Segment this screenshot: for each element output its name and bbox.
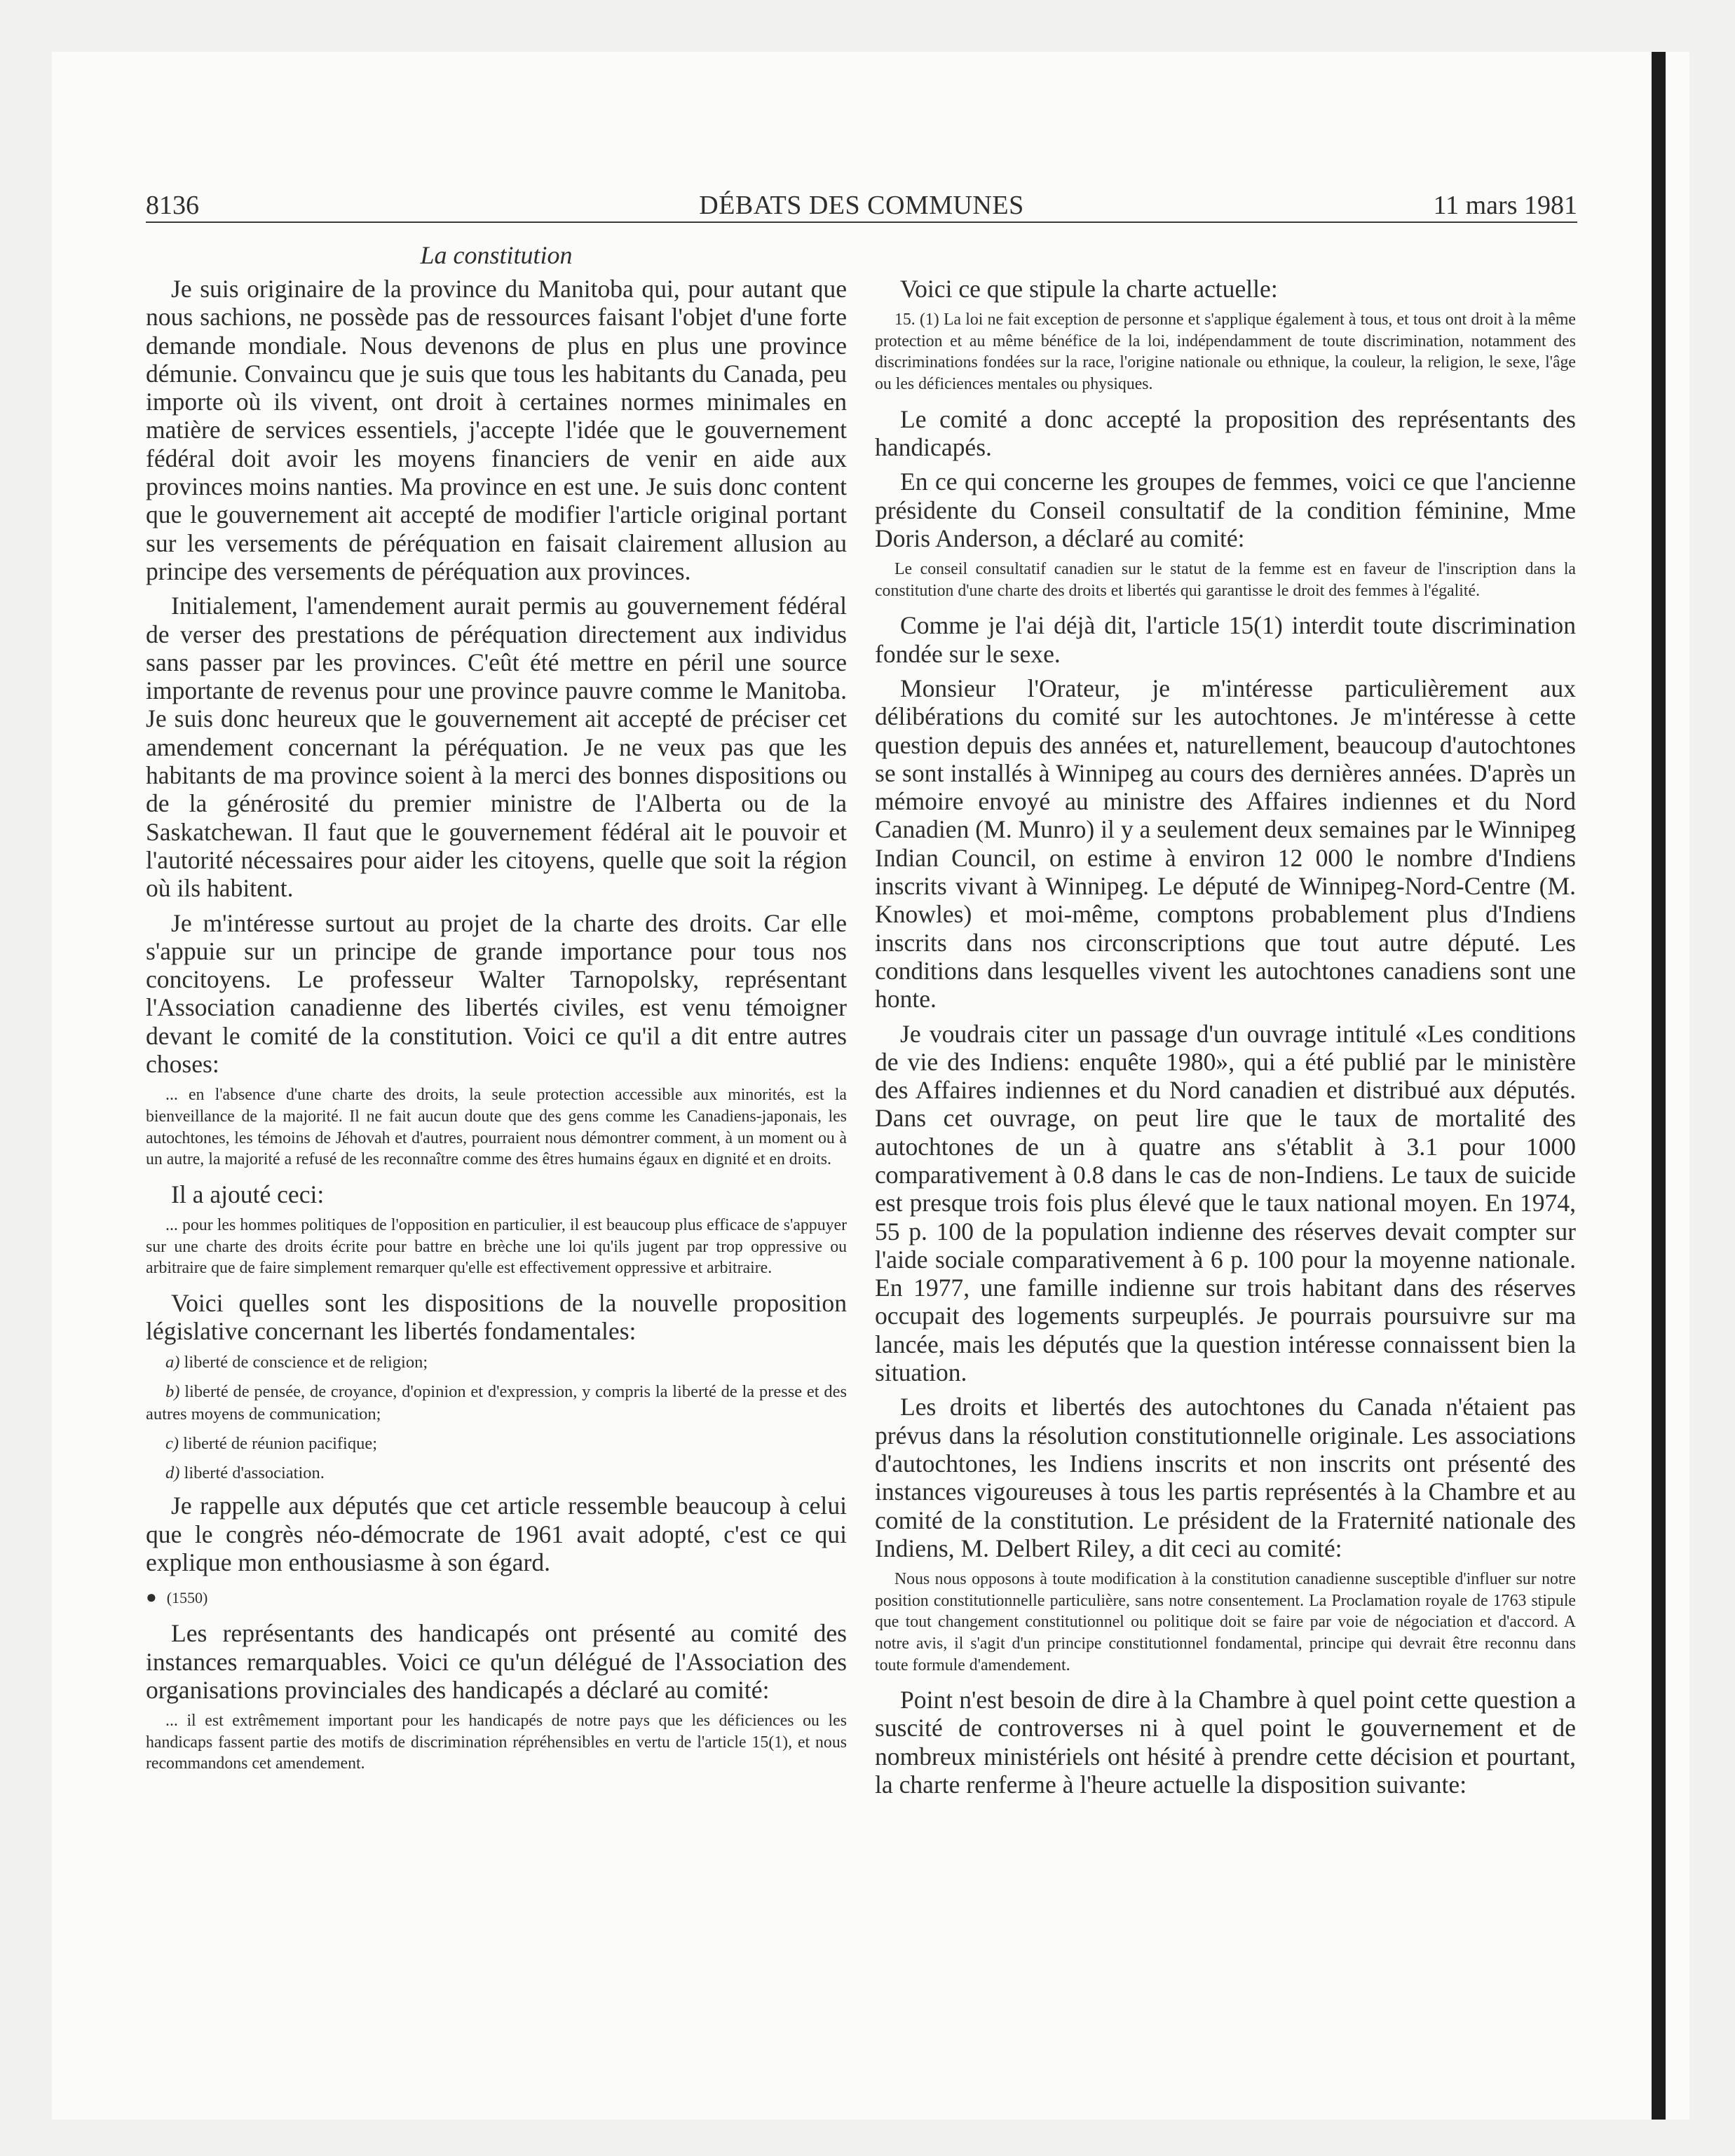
- body-paragraph: Il a ajouté ceci:: [171, 1180, 325, 1208]
- time-marker-text: (1550): [166, 1589, 208, 1607]
- list-item: [146, 1462, 847, 1485]
- list-item-letter: a): [165, 1353, 180, 1372]
- quoted-passage: Le conseil consultatif canadien sur le statut de la femme est en faveur de l'inscription dans la constitution d'une charte des droits et libertés qui garantisse le droit des femmes à l'égalité.: [875, 560, 1576, 600]
- issue-date: 11 mars 1981: [1433, 191, 1577, 220]
- body-paragraph: En ce qui concerne les groupes de femmes, voici ce que l'ancienne présidente du Conseil consultatif de la condition féminine, Mme Doris Anderson, a déclaré au comité:: [875, 468, 1576, 552]
- publication-title: DÉBATS DES COMMUNES: [699, 191, 1024, 220]
- list-item-letter: c): [165, 1434, 179, 1454]
- body-paragraph: Les représentants des handicapés ont présenté au comité des instances remarquables. Voici ce qu'un délégué de l'Association des organisations provinciales des handicapés a déclaré au comité:: [146, 1619, 847, 1704]
- list-item-letter: d): [165, 1464, 180, 1483]
- quoted-passage: ... il est extrêmement important pour les handicapés de notre pays que les déficiences ou les handicaps fassent partie des motifs de discrimination répréhensibles en vertu de l'article 15(1), et nous recommandons cet amendement.: [146, 1712, 847, 1773]
- list-item-text: liberté de pensée, de croyance, d'opinion et d'expression, y compris la liberté de la presse et des autres moyens de communication;: [146, 1382, 848, 1424]
- body-paragraph: Je rappelle aux députés que cet article ressemble beaucoup à celui que le congrès néo-démocrate de 1961 avait adopté, c'est ce qui explique mon enthousiasme à son égard.: [146, 1492, 847, 1576]
- right-column: [875, 275, 1576, 1805]
- list-item-text: liberté d'association.: [184, 1464, 325, 1483]
- quoted-passage: Nous nous opposons à toute modification à la constitution canadienne susceptible d'influer sur notre position constitutionnelle particulière, sans notre consentement. La Proclamation royale de 1763 stipule que tout changement constitutionnel ou politique doit se faire par voie de négociation et d'accord. A notre avis, il s'agit d'un principe constitutionnel fondamental, principe qui devrait être reconnu dans toute formule d'amendement.: [875, 1570, 1576, 1674]
- section-title: La constitution: [420, 241, 573, 269]
- bullet-icon: ●: [146, 1587, 157, 1608]
- time-marker: [146, 1583, 847, 1612]
- list-item-letter: b): [165, 1382, 180, 1402]
- binding-edge: [1652, 52, 1666, 2120]
- quoted-passage: 15. (1) La loi ne fait exception de personne et s'applique également à tous, et tous ont droit à la même protection et au même bénéfice de la loi, indépendamment de toute discrimination, notamment des discriminations fondées sur la race, l'origine nationale ou ethnique, la couleur, la religion, le sexe, l'âge ou les déficiences mentales ou physiques.: [875, 311, 1576, 394]
- body-paragraph: Voici quelles sont les dispositions de la nouvelle proposition législative concernant les libertés fondamentales:: [146, 1288, 847, 1346]
- page-header: [146, 189, 1577, 223]
- body-paragraph: Monsieur l'Orateur, je m'intéresse particulièrement aux délibérations du comité sur les autochtones. Je m'intéresse à cette question depuis des années et, naturellement, beaucoup d'autochtones se sont installés à Winnipeg au cours des dernières années. D'après un mémoire envoyé au ministre des Affaires indiennes et du Nord Canadien (M. Munro) il y a seulement deux semaines par le Winnipeg Indian Council, on estime à environ 12 000 le nombre d'Indiens inscrits vivant à Winnipeg. Le député de Winnipeg-Nord-Centre (M. Knowles) et moi-même, comptons probablement plus d'Indiens inscrits dans nos circonscriptions que tout autre député. Les conditions dans lesquelles vivent les autochtones canadiens sont une honte.: [875, 674, 1576, 1014]
- body-paragraph: Initialement, l'amendement aurait permis au gouvernement fédéral de verser des prestations de péréquation directement aux individus sans passer par les provinces. C'eût été mettre en péril une source importante de revenus pour une province pauvre comme le Manitoba. Je suis donc heureux que le gouvernement ait accepté de préciser cet amendement concernant la péréquation. Je ne veux pas que les habitants de ma province soient à la merci des bonnes dispositions ou de la générosité du premier ministre de l'Alberta ou de la Saskatchewan. Il faut que le gouvernement fédéral ait le pouvoir et l'autorité nécessaires pour aider les citoyens, quelle que soit la région où ils habitent.: [146, 592, 847, 903]
- body-paragraph: Les droits et libertés des autochtones du Canada n'étaient pas prévus dans la résolution constitutionnelle originale. Les associations d'autochtones, les Indiens inscrits et non inscrits ont présenté des instances vigoureuses à tous les partis représentés à la Chambre et au comité de la constitution. Le président de la Fraternité nationale des Indiens, M. Delbert Riley, a dit ceci au comité:: [875, 1393, 1576, 1562]
- quoted-passage: ... pour les hommes politiques de l'opposition en particulier, il est beaucoup plus efficace de s'appuyer sur une charte des droits écrite pour battre en brèche une loi qu'ils jugent par trop oppressive ou arbitraire que de faire simplement remarquer qu'elle est effectivement oppressive et arbitraire.: [146, 1215, 847, 1278]
- list-item: [146, 1351, 847, 1374]
- page-number: 8136: [146, 191, 199, 220]
- body-paragraph: Voici ce que stipule la charte actuelle:: [900, 275, 1278, 303]
- list-item-text: liberté de réunion pacifique;: [183, 1434, 378, 1454]
- body-paragraph: Point n'est besoin de dire à la Chambre à quel point cette question a suscité de controverses ni à quel point le gouvernement et de nombreux ministériels ont hésité à prendre cette décision et pourtant, la charte renferme à l'heure actuelle la disposition suivante:: [875, 1686, 1576, 1799]
- body-paragraph: Je suis originaire de la province du Manitoba qui, pour autant que nous sachions, ne possède pas de ressources faisant l'objet d'une forte demande mondiale. Nous devenons de plus en plus une province démunie. Convaincu que je suis que tous les habitants du Canada, peu importe où ils vivent, ont droit à certaines normes minimales en matière de services essentiels, j'accepte l'idée que le gouvernement fédéral doit avoir les moyens financiers de venir en aide aux provinces moins nanties. Ma province en est une. Je suis donc content que le gouvernement ait accepté de modifier l'article original portant sur les versements de péréquation en faisait clairement allusion au principe des versements de péréquation aux provinces.: [146, 275, 847, 585]
- body-paragraph: Le comité a donc accepté la proposition des représentants des handicapés.: [875, 404, 1576, 461]
- quoted-passage: ... en l'absence d'une charte des droits, la seule protection accessible aux minorités, est la bienveillance de la majorité. Il ne fait aucun doute que des gens comme les Canadiens-japonais, les autochtones, les témoins de Jéhovah et d'autres, pourraient nous démontrer comment, à un moment ou à un autre, la majorité a refusé de les reconnaître comme des êtres humains égaux en dignité et en droits.: [146, 1086, 847, 1169]
- body-paragraph: Comme je l'ai déjà dit, l'article 15(1) interdit toute discrimination fondée sur le sexe.: [875, 611, 1576, 668]
- list-item-text: liberté de conscience et de religion;: [184, 1353, 428, 1372]
- left-column: [146, 238, 847, 1785]
- body-paragraph: Je voudrais citer un passage d'un ouvrage intitulé «Les conditions de vie des Indiens: enquête 1980», qui a été publié par le ministère des Affaires indiennes et du Nord canadien et distribué aux députés. Dans cet ouvrage, on peut lire que le taux de mortalité des autochtones de un à quatre ans s'établit à 3.1 pour 1000 comparativement à 0.8 dans le cas de non-Indiens. Le taux de suicide est presque trois fois plus élevé que le taux national moyen. En 1974, 55 p. 100 de la population indienne des réserves devait compter sur l'aide sociale comparativement à 6 p. 100 pour la moyenne nationale. En 1977, une famille indienne sur trois habitant dans des réserves occupait des logements surpeuplés. Je pourrais poursuivre sur ma lancée, mais les députés que la question intéresse connaissent bien la situation.: [875, 1019, 1576, 1387]
- list-item: [146, 1381, 847, 1426]
- list-item: [146, 1433, 847, 1455]
- body-paragraph: Je m'intéresse surtout au projet de la charte des droits. Car elle s'appuie sur un principe de grande importance pour tous nos concitoyens. Le professeur Walter Tarnopolsky, représentant l'Association canadienne des libertés civiles, est venu témoigner devant le comité de la constitution. Voici ce qu'il a dit entre autres choses:: [146, 908, 847, 1079]
